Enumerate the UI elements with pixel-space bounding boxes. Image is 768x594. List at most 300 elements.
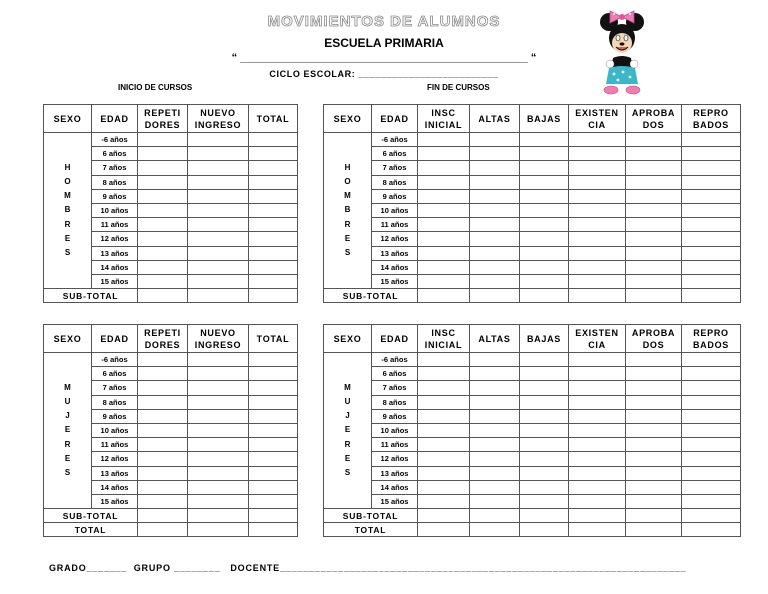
age-cell: 9 años	[92, 189, 138, 203]
entry-cell[interactable]	[470, 218, 520, 232]
column-header	[470, 105, 520, 133]
entry-cell[interactable]	[470, 409, 520, 423]
column-header	[324, 325, 372, 353]
entry-cell[interactable]	[569, 480, 626, 494]
entry-cell[interactable]	[569, 246, 626, 260]
table-row	[324, 381, 741, 395]
entry-cell[interactable]	[138, 480, 188, 494]
entry-cell[interactable]	[138, 161, 188, 175]
entry-cell[interactable]	[138, 438, 188, 452]
entry-cell[interactable]	[418, 509, 470, 523]
entry-cell[interactable]	[682, 232, 741, 246]
column-header	[470, 325, 520, 353]
entry-cell[interactable]	[682, 509, 741, 523]
entry-cell[interactable]	[626, 367, 682, 381]
total-row	[324, 523, 741, 537]
sex-letter: U	[344, 397, 351, 407]
entry-cell[interactable]	[188, 175, 249, 189]
column-header-text: SEXO	[333, 113, 362, 124]
entry-cell[interactable]	[520, 452, 569, 466]
entry-cell[interactable]	[626, 509, 682, 523]
entry-cell[interactable]	[138, 452, 188, 466]
entry-cell[interactable]	[682, 466, 741, 480]
entry-cell[interactable]	[569, 274, 626, 288]
entry-cell[interactable]	[470, 203, 520, 217]
entry-cell[interactable]	[138, 409, 188, 423]
table-row	[324, 133, 741, 147]
sex-letter: S	[64, 248, 71, 258]
entry-cell[interactable]	[626, 218, 682, 232]
entry-cell[interactable]	[138, 175, 188, 189]
entry-cell[interactable]	[470, 260, 520, 274]
entry-cell[interactable]	[418, 423, 470, 437]
age-cell: 6 años	[372, 367, 418, 381]
entry-cell[interactable]	[626, 494, 682, 508]
age-cell: 7 años	[92, 161, 138, 175]
inicio-de-cursos-label: INICIO DE CURSOS	[118, 83, 193, 92]
entry-cell[interactable]	[626, 423, 682, 437]
table-row	[324, 438, 741, 452]
entry-cell[interactable]	[418, 147, 470, 161]
entry-cell[interactable]	[418, 260, 470, 274]
column-header-text: TOTAL	[256, 113, 290, 124]
entry-cell[interactable]	[188, 480, 249, 494]
entry-cell[interactable]	[520, 381, 569, 395]
column-header	[92, 105, 138, 133]
entry-cell[interactable]	[569, 452, 626, 466]
table-row	[324, 189, 741, 203]
entry-cell[interactable]	[520, 438, 569, 452]
entry-cell[interactable]	[188, 509, 249, 523]
entry-cell[interactable]	[569, 466, 626, 480]
entry-cell[interactable]	[682, 353, 741, 367]
entry-cell[interactable]	[138, 133, 188, 147]
entry-cell[interactable]	[418, 523, 470, 537]
entry-cell[interactable]	[470, 289, 520, 303]
header-row	[44, 105, 298, 133]
entry-cell[interactable]	[569, 438, 626, 452]
entry-cell[interactable]	[520, 203, 569, 217]
column-header-text: TOTAL	[256, 333, 290, 344]
age-cell: 7 años	[372, 161, 418, 175]
entry-cell[interactable]	[249, 367, 298, 381]
entry-cell[interactable]	[520, 218, 569, 232]
entry-cell[interactable]	[249, 452, 298, 466]
sex-letter: B	[64, 205, 71, 215]
entry-cell[interactable]	[418, 480, 470, 494]
entry-cell[interactable]	[249, 246, 298, 260]
entry-cell[interactable]	[520, 175, 569, 189]
entry-cell[interactable]	[626, 232, 682, 246]
column-header	[626, 325, 682, 353]
sex-letter: E	[64, 453, 71, 463]
entry-cell[interactable]	[682, 175, 741, 189]
entry-cell[interactable]	[682, 147, 741, 161]
entry-cell[interactable]	[470, 381, 520, 395]
entry-cell[interactable]	[470, 274, 520, 288]
entry-cell[interactable]	[682, 480, 741, 494]
entry-cell[interactable]	[470, 494, 520, 508]
entry-cell[interactable]	[188, 133, 249, 147]
entry-cell[interactable]	[569, 395, 626, 409]
entry-cell[interactable]	[569, 494, 626, 508]
entry-cell[interactable]	[249, 438, 298, 452]
entry-cell[interactable]	[249, 523, 298, 537]
entry-cell[interactable]	[569, 232, 626, 246]
entry-cell[interactable]	[682, 246, 741, 260]
entry-cell[interactable]	[682, 189, 741, 203]
entry-cell[interactable]	[249, 274, 298, 288]
subtotal-label: SUB-TOTAL	[44, 289, 138, 303]
entry-cell[interactable]	[138, 381, 188, 395]
entry-cell[interactable]	[249, 218, 298, 232]
entry-cell[interactable]	[138, 353, 188, 367]
entry-cell[interactable]	[138, 232, 188, 246]
table-row	[44, 133, 298, 147]
entry-cell[interactable]	[470, 175, 520, 189]
entry-cell[interactable]	[626, 175, 682, 189]
entry-cell[interactable]	[470, 480, 520, 494]
entry-cell[interactable]	[188, 409, 249, 423]
entry-cell[interactable]	[138, 523, 188, 537]
entry-cell[interactable]	[418, 353, 470, 367]
entry-cell[interactable]	[520, 353, 569, 367]
entry-cell[interactable]	[682, 395, 741, 409]
age-cell: 12 años	[92, 452, 138, 466]
entry-cell[interactable]	[626, 147, 682, 161]
entry-cell[interactable]	[188, 161, 249, 175]
entry-cell[interactable]	[626, 480, 682, 494]
entry-cell[interactable]	[682, 161, 741, 175]
entry-cell[interactable]	[626, 466, 682, 480]
entry-cell[interactable]	[520, 260, 569, 274]
age-cell: 15 años	[372, 494, 418, 508]
entry-cell[interactable]	[188, 232, 249, 246]
table-row	[324, 494, 741, 508]
entry-cell[interactable]	[682, 381, 741, 395]
age-cell: 12 años	[372, 452, 418, 466]
entry-cell[interactable]	[569, 289, 626, 303]
entry-cell[interactable]	[470, 523, 520, 537]
entry-cell[interactable]	[249, 480, 298, 494]
entry-cell[interactable]	[569, 353, 626, 367]
entry-cell[interactable]	[470, 246, 520, 260]
entry-cell[interactable]	[418, 175, 470, 189]
entry-cell[interactable]	[418, 218, 470, 232]
entry-cell[interactable]	[418, 289, 470, 303]
entry-cell[interactable]	[138, 218, 188, 232]
entry-cell[interactable]	[138, 466, 188, 480]
entry-cell[interactable]	[188, 395, 249, 409]
entry-cell[interactable]	[418, 274, 470, 288]
entry-cell[interactable]	[249, 289, 298, 303]
subtotal-row	[44, 509, 298, 523]
entry-cell[interactable]	[682, 409, 741, 423]
entry-cell[interactable]	[626, 133, 682, 147]
entry-cell[interactable]	[138, 246, 188, 260]
entry-cell[interactable]	[418, 395, 470, 409]
entry-cell[interactable]	[569, 381, 626, 395]
entry-cell[interactable]	[626, 523, 682, 537]
column-header	[249, 325, 298, 353]
entry-cell[interactable]	[520, 409, 569, 423]
sex-letter: R	[64, 439, 71, 449]
entry-cell[interactable]	[682, 523, 741, 537]
page-title: MOVIMIENTOS DE ALUMNOS	[267, 13, 501, 30]
column-header	[520, 105, 569, 133]
entry-cell[interactable]	[682, 218, 741, 232]
entry-cell[interactable]	[626, 161, 682, 175]
sex-letter: M	[64, 191, 71, 201]
entry-cell[interactable]	[418, 246, 470, 260]
entry-cell[interactable]	[418, 494, 470, 508]
entry-cell[interactable]	[188, 246, 249, 260]
entry-cell[interactable]	[138, 147, 188, 161]
entry-cell[interactable]	[188, 260, 249, 274]
entry-cell[interactable]	[138, 367, 188, 381]
entry-cell[interactable]	[682, 203, 741, 217]
entry-cell[interactable]	[520, 494, 569, 508]
age-cell: 13 años	[92, 246, 138, 260]
entry-cell[interactable]	[470, 438, 520, 452]
entry-cell[interactable]	[418, 232, 470, 246]
column-header-text: REPETI	[144, 107, 181, 118]
entry-cell[interactable]	[188, 147, 249, 161]
entry-cell[interactable]	[569, 260, 626, 274]
entry-cell[interactable]	[188, 494, 249, 508]
entry-cell[interactable]	[470, 133, 520, 147]
entry-cell[interactable]	[138, 423, 188, 437]
entry-cell[interactable]	[626, 246, 682, 260]
entry-cell[interactable]	[682, 260, 741, 274]
column-header-text: EDAD	[380, 113, 409, 124]
entry-cell[interactable]	[626, 452, 682, 466]
entry-cell[interactable]	[188, 367, 249, 381]
entry-cell[interactable]	[520, 367, 569, 381]
entry-cell[interactable]	[138, 189, 188, 203]
entry-cell[interactable]	[520, 289, 569, 303]
entry-cell[interactable]	[249, 175, 298, 189]
entry-cell[interactable]	[249, 423, 298, 437]
age-cell: 13 años	[372, 466, 418, 480]
entry-cell[interactable]	[626, 274, 682, 288]
entry-cell[interactable]	[470, 353, 520, 367]
entry-cell[interactable]	[626, 353, 682, 367]
entry-cell[interactable]	[249, 395, 298, 409]
column-header	[569, 105, 626, 133]
entry-cell[interactable]	[682, 423, 741, 437]
entry-cell[interactable]	[682, 367, 741, 381]
entry-cell[interactable]	[520, 395, 569, 409]
footer-grado-grupo-docente: GRADO_______ GRUPO ________ DOCENTE______________________________________________________________________	[49, 563, 687, 573]
entry-cell[interactable]	[520, 246, 569, 260]
entry-cell[interactable]	[188, 353, 249, 367]
age-cell: -6 años	[372, 133, 418, 147]
mujeres-fin-table	[323, 324, 741, 537]
entry-cell[interactable]	[418, 409, 470, 423]
entry-cell[interactable]	[188, 438, 249, 452]
column-header-text: EXISTEN	[575, 327, 619, 338]
entry-cell[interactable]	[249, 232, 298, 246]
entry-cell[interactable]	[682, 289, 741, 303]
age-cell: 6 años	[372, 147, 418, 161]
entry-cell[interactable]	[626, 381, 682, 395]
entry-cell[interactable]	[682, 274, 741, 288]
subtotal-row	[324, 289, 741, 303]
entry-cell[interactable]	[626, 260, 682, 274]
sex-letter: E	[344, 453, 351, 463]
entry-cell[interactable]	[520, 189, 569, 203]
sex-letter: E	[344, 233, 351, 243]
entry-cell[interactable]	[470, 452, 520, 466]
entry-cell[interactable]	[520, 466, 569, 480]
entry-cell[interactable]	[470, 161, 520, 175]
entry-cell[interactable]	[188, 274, 249, 288]
header-row	[324, 105, 741, 133]
age-cell: 12 años	[372, 232, 418, 246]
age-cell: 8 años	[372, 395, 418, 409]
entry-cell[interactable]	[138, 395, 188, 409]
age-cell: 9 años	[92, 409, 138, 423]
entry-cell[interactable]	[682, 133, 741, 147]
total-row	[44, 523, 298, 537]
column-header	[372, 325, 418, 353]
entry-cell[interactable]	[569, 409, 626, 423]
entry-cell[interactable]	[569, 203, 626, 217]
column-header	[569, 325, 626, 353]
sex-letter: M	[344, 191, 351, 201]
entry-cell[interactable]	[188, 289, 249, 303]
entry-cell[interactable]	[520, 523, 569, 537]
ciclo-escolar-line: CICLO ESCOLAR: _________________________	[269, 69, 499, 79]
entry-cell[interactable]	[418, 452, 470, 466]
entry-cell[interactable]	[569, 189, 626, 203]
sex-letter: S	[344, 248, 351, 258]
entry-cell[interactable]	[520, 232, 569, 246]
entry-cell[interactable]	[249, 147, 298, 161]
entry-cell[interactable]	[520, 274, 569, 288]
entry-cell[interactable]	[626, 395, 682, 409]
age-cell: -6 años	[92, 353, 138, 367]
entry-cell[interactable]	[249, 381, 298, 395]
entry-cell[interactable]	[470, 232, 520, 246]
entry-cell[interactable]	[569, 218, 626, 232]
entry-cell[interactable]	[249, 203, 298, 217]
entry-cell[interactable]	[188, 452, 249, 466]
entry-cell[interactable]	[520, 147, 569, 161]
entry-cell[interactable]	[249, 409, 298, 423]
column-header-text: NUEVO	[200, 107, 236, 118]
subtotal-label: SUB-TOTAL	[324, 509, 418, 523]
entry-cell[interactable]	[470, 147, 520, 161]
entry-cell[interactable]	[470, 423, 520, 437]
entry-cell[interactable]	[138, 274, 188, 288]
entry-cell[interactable]	[418, 203, 470, 217]
entry-cell[interactable]	[569, 523, 626, 537]
entry-cell[interactable]	[188, 381, 249, 395]
entry-cell[interactable]	[569, 147, 626, 161]
entry-cell[interactable]	[682, 494, 741, 508]
entry-cell[interactable]	[520, 509, 569, 523]
column-header-text: INGRESO	[194, 339, 242, 350]
entry-cell[interactable]	[418, 189, 470, 203]
entry-cell[interactable]	[520, 133, 569, 147]
entry-cell[interactable]	[626, 409, 682, 423]
entry-cell[interactable]	[569, 509, 626, 523]
entry-cell[interactable]	[188, 203, 249, 217]
age-cell: 11 años	[92, 438, 138, 452]
entry-cell[interactable]	[569, 367, 626, 381]
entry-cell[interactable]	[626, 189, 682, 203]
entry-cell[interactable]	[682, 438, 741, 452]
age-cell: 10 años	[92, 423, 138, 437]
sex-letter: S	[344, 468, 351, 478]
entry-cell[interactable]	[138, 203, 188, 217]
entry-cell[interactable]	[188, 523, 249, 537]
entry-cell[interactable]	[626, 203, 682, 217]
hombres-fin-table	[323, 104, 741, 303]
entry-cell[interactable]	[249, 133, 298, 147]
entry-cell[interactable]	[418, 161, 470, 175]
column-header	[682, 105, 741, 133]
entry-cell[interactable]	[418, 133, 470, 147]
entry-cell[interactable]	[249, 161, 298, 175]
entry-cell[interactable]	[569, 175, 626, 189]
entry-cell[interactable]	[626, 438, 682, 452]
entry-cell[interactable]	[626, 289, 682, 303]
column-header	[682, 325, 741, 353]
column-header-text: CIA	[588, 119, 606, 130]
entry-cell[interactable]	[249, 509, 298, 523]
entry-cell[interactable]	[138, 260, 188, 274]
age-cell: 11 años	[92, 218, 138, 232]
entry-cell[interactable]	[188, 189, 249, 203]
sex-column-letters	[44, 133, 92, 289]
entry-cell[interactable]	[569, 161, 626, 175]
entry-cell[interactable]	[188, 466, 249, 480]
entry-cell[interactable]	[249, 260, 298, 274]
column-header	[44, 325, 92, 353]
entry-cell[interactable]	[520, 480, 569, 494]
entry-cell[interactable]	[470, 367, 520, 381]
sex-letter: O	[344, 177, 351, 187]
table-row	[324, 274, 741, 288]
entry-cell[interactable]	[569, 133, 626, 147]
entry-cell[interactable]	[418, 466, 470, 480]
entry-cell[interactable]	[418, 438, 470, 452]
entry-cell[interactable]	[470, 189, 520, 203]
entry-cell[interactable]	[138, 494, 188, 508]
entry-cell[interactable]	[470, 395, 520, 409]
entry-cell[interactable]	[418, 381, 470, 395]
entry-cell[interactable]	[520, 161, 569, 175]
entry-cell[interactable]	[470, 509, 520, 523]
entry-cell[interactable]	[249, 353, 298, 367]
entry-cell[interactable]	[249, 494, 298, 508]
table-row	[324, 260, 741, 274]
entry-cell[interactable]	[188, 218, 249, 232]
entry-cell[interactable]	[520, 423, 569, 437]
entry-cell[interactable]	[188, 423, 249, 437]
entry-cell[interactable]	[418, 367, 470, 381]
entry-cell[interactable]	[682, 452, 741, 466]
entry-cell[interactable]	[249, 189, 298, 203]
entry-cell[interactable]	[138, 509, 188, 523]
entry-cell[interactable]	[470, 466, 520, 480]
entry-cell[interactable]	[249, 466, 298, 480]
entry-cell[interactable]	[569, 423, 626, 437]
entry-cell[interactable]	[138, 289, 188, 303]
